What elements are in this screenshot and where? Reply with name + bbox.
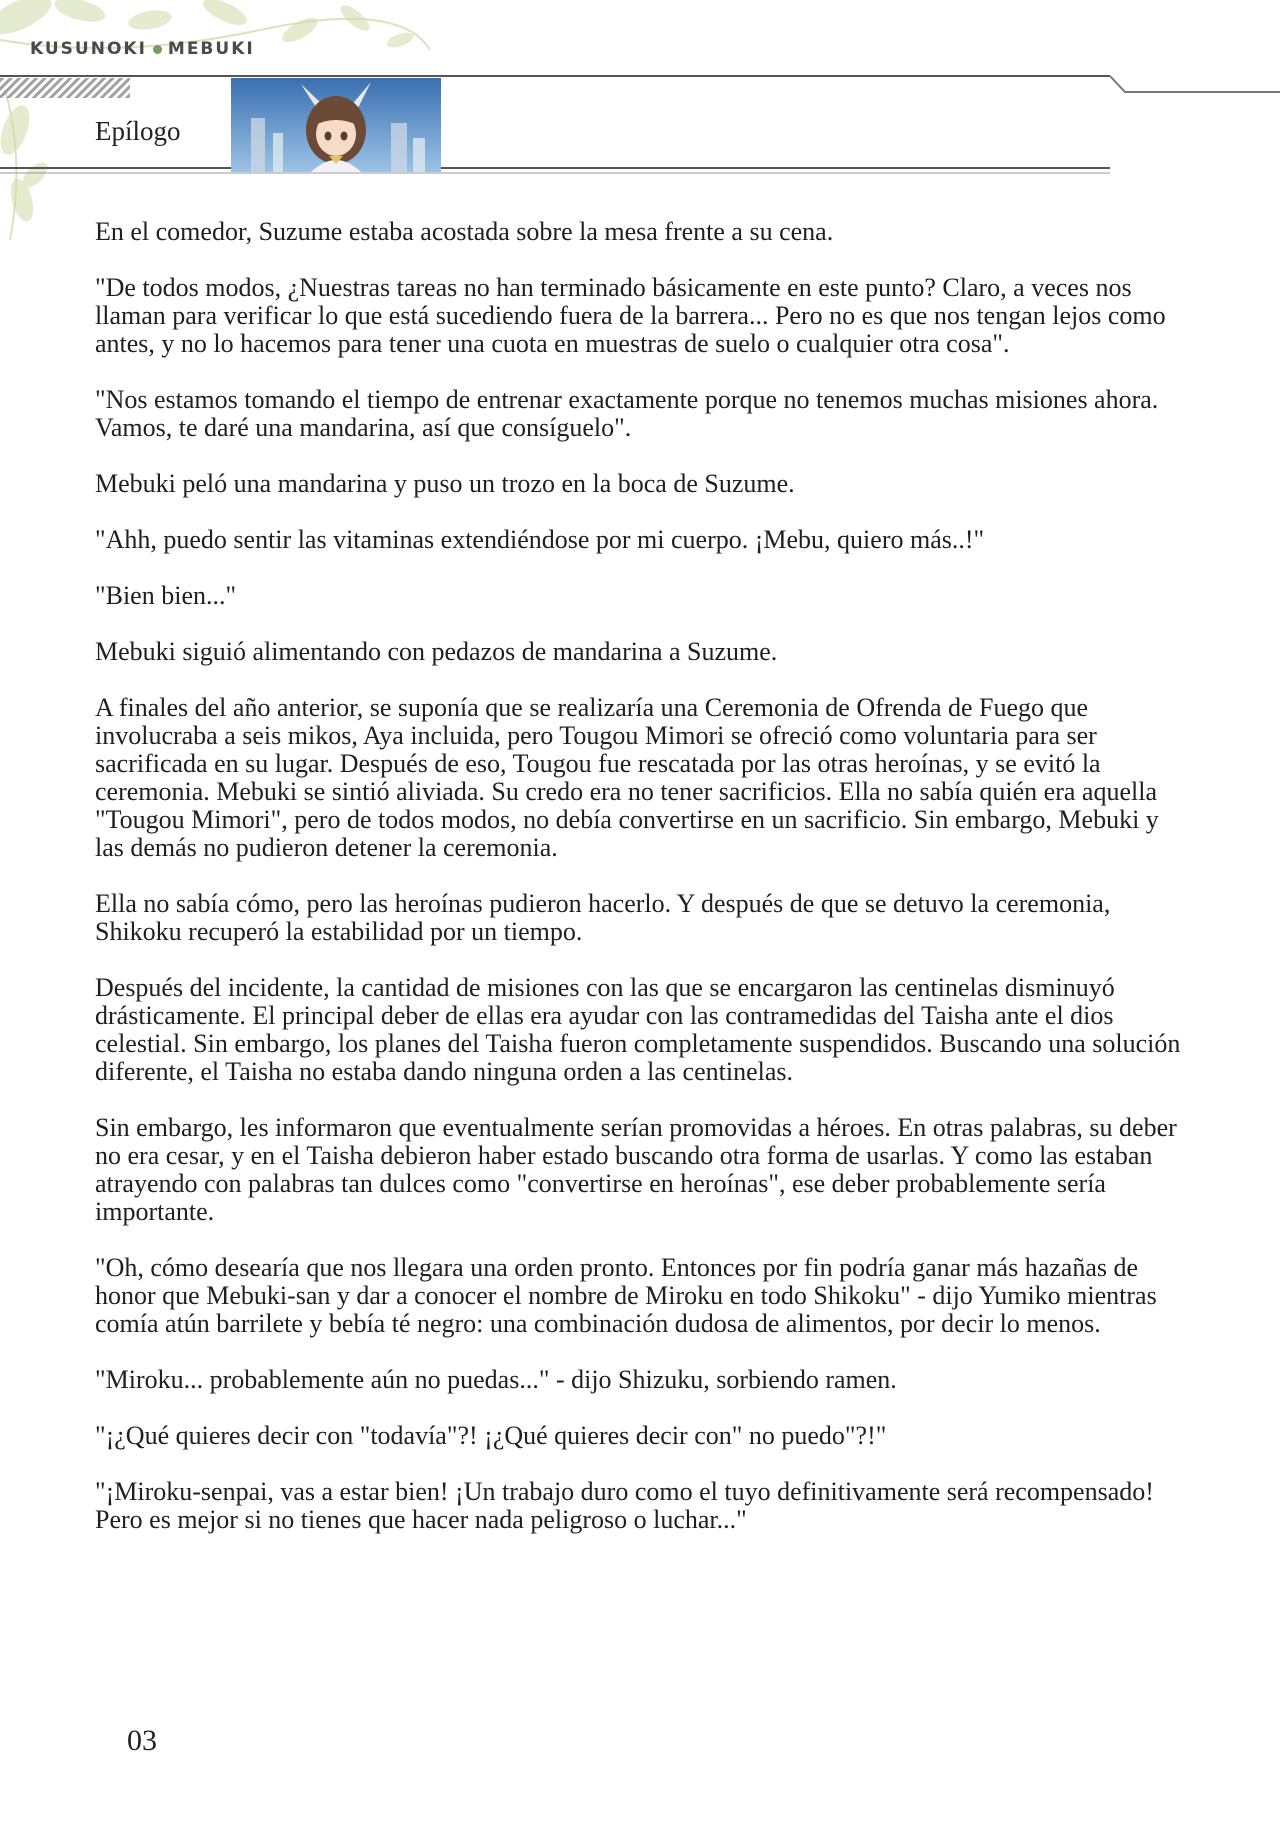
body-text	[95, 218, 1185, 1562]
paragraph: Ella no sabía cómo, pero las heroínas pudieron hacerlo. Y después de que se detuvo la ceremonia, Shikoku recuperó la estabilidad por un tiempo.	[95, 889, 1111, 946]
series-dot-icon	[153, 45, 162, 54]
paragraph: "¡Miroku-senpai, vas a estar bien! ¡Un trabajo duro como el tuyo definitivamente será recompensado! Pero es mejor si no tienes que hacer nada peligroso o luchar..."	[95, 1477, 1154, 1534]
paragraph: "¡¿Qué quieres decir con "todavía"?! ¡¿Qué quieres decir con" no puedo"?!"	[95, 1421, 887, 1450]
paragraph: A finales del año anterior, se suponía que se realizaría una Ceremonia de Ofrenda de Fuego que involucraba a seis mikos, Aya incluida, pero Tougou Mimori se ofreció como voluntaria para ser sacrificada en su lugar. Después de eso, Tougou fue rescatada por las otras heroínas, y se evitó la ceremonia. Mebuki se sintió aliviada. Su credo era no tener sacrificios. Ella no sabía quién era aquella "Tougou Mimori", pero de todos modos, no debía convertirse en un sacrificio. Sin embargo, Mebuki y las demás no pudieron detener la ceremonia.	[95, 693, 1159, 862]
series-name-left: KUSUNOKI	[30, 39, 147, 59]
paragraph: En el comedor, Suzume estaba acostada sobre la mesa frente a su cena.	[95, 217, 834, 246]
character-portrait-icon	[231, 78, 441, 172]
paragraph: "Miroku... probablemente aún no puedas..." - dijo Shizuku, sorbiendo ramen.	[95, 1365, 897, 1394]
paragraph: "Bien bien..."	[95, 581, 237, 610]
paragraph: Sin embargo, les informaron que eventualmente serían promovidas a héroes. En otras palabras, su deber no era cesar, y en el Taisha debieron haber estado buscando otra forma de usarlas. Y como las estaban atrayendo con palabras tan dulces como "convertirse en heroínas", ese deber probablemente sería importante.	[95, 1113, 1177, 1226]
paragraph: "Ahh, puedo sentir las vitaminas extendiéndose por mi cuerpo. ¡Mebu, quiero más..!"	[95, 525, 985, 554]
page-number: 03	[127, 1724, 157, 1757]
paragraph: "Oh, cómo desearía que nos llegara una orden pronto. Entonces por fin podría ganar más hazañas de honor que Mebuki-san y dar a conocer el nombre de Miroku en todo Shikoku" - dijo Yumiko mientras comía atún barrilete y bebía té negro: una combinación dudosa de alimentos, por decir lo menos.	[95, 1253, 1157, 1338]
paragraph: Mebuki peló una mandarina y puso un trozo en la boca de Suzume.	[95, 469, 795, 498]
paragraph: "De todos modos, ¿Nuestras tareas no han terminado básicamente en este punto? Claro, a veces nos llaman para verificar lo que está sucediendo fuera de la barrera... Pero no es que nos tengan lejos como antes, y no lo hacemos para tener una cuota en muestras de suelo o cualquier otra cosa".	[95, 273, 1166, 358]
series-label	[30, 39, 255, 59]
header-frame	[0, 70, 1280, 180]
paragraph: "Nos estamos tomando el tiempo de entrenar exactamente porque no tenemos muchas misiones ahora. Vamos, te daré una mandarina, así que consíguelo".	[95, 385, 1159, 442]
paragraph: Después del incidente, la cantidad de misiones con las que se encargaron las centinelas disminuyó drásticamente. El principal deber de ellas era ayudar con las contramedidas del Taisha ante el dios celestial. Sin embargo, los planes del Taisha fueron completamente suspendidos. Buscando una solución diferente, el Taisha no estaba dando ninguna orden a las centinelas.	[95, 973, 1181, 1086]
paragraph: Mebuki siguió alimentando con pedazos de mandarina a Suzume.	[95, 637, 778, 666]
chapter-title: Epílogo	[95, 116, 181, 146]
series-name-right: MEBUKI	[167, 39, 255, 59]
